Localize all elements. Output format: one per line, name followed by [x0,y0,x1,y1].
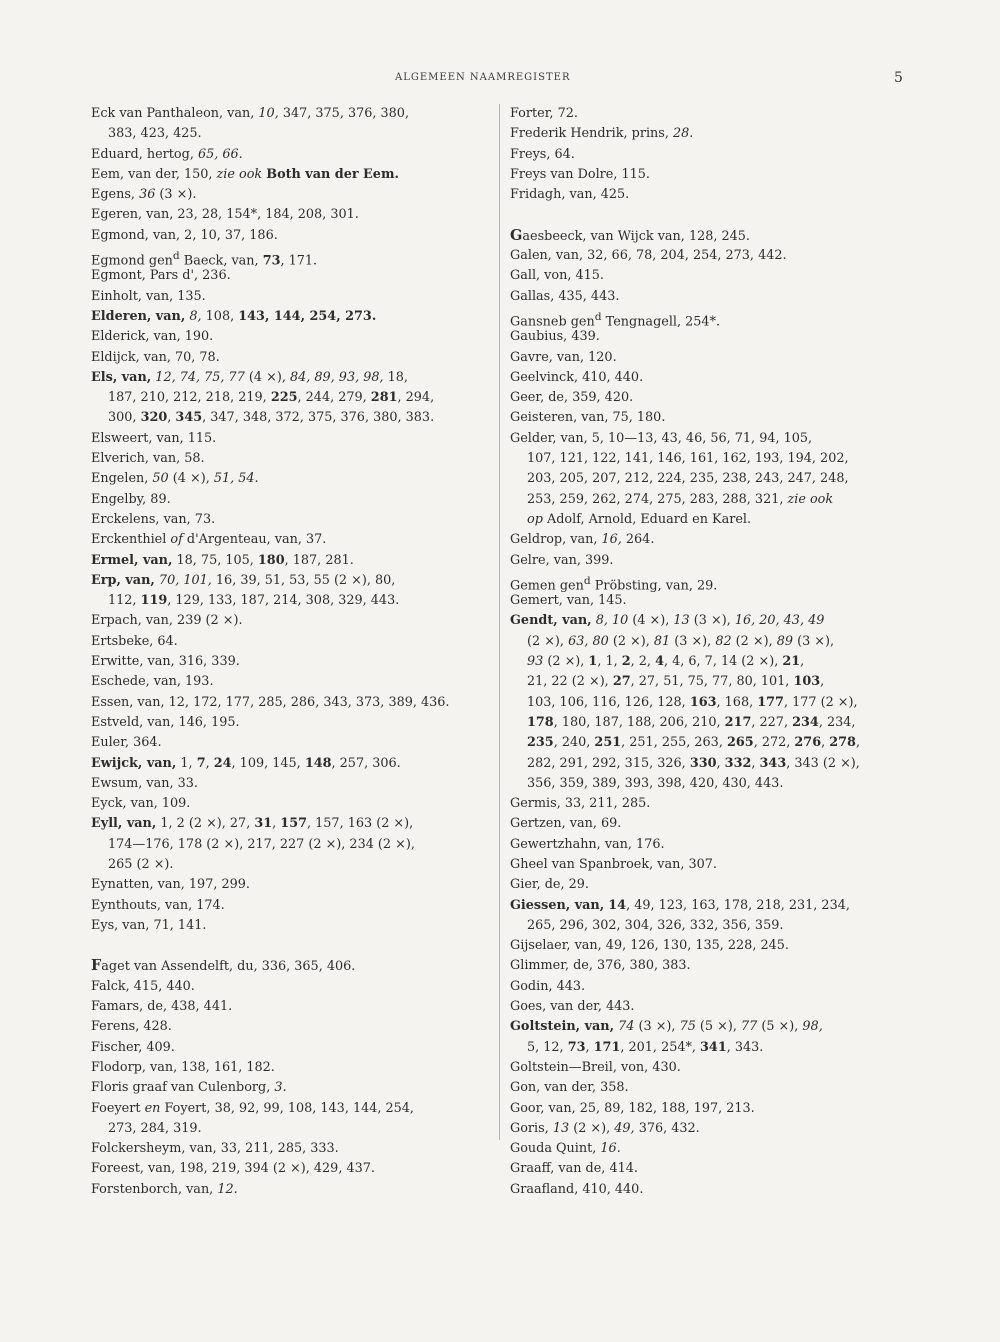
index-entry: Gon, van der, 358. [510,1080,629,1096]
index-entry: Gertzen, van, 69. [510,816,622,832]
index-entry: Floris graaf van Culenborg, 3. [91,1080,287,1096]
index-entry: Forter, 72. [510,106,578,121]
index-entry: Ertsbeke, 64. [91,633,178,649]
index-entry-continuation: 107, 121, 122, 141, 146, 161, 162, 193, 194, 202, [527,451,849,467]
index-entry: Eem, van der, 150, zie ook Both van der Eem. [91,166,399,182]
index-entry: Eduard, hertog, 65, 66. [91,146,243,162]
index-entry: Gewertzhahn, van, 176. [510,836,665,852]
index-entry-continuation: 300, 320, 345, 347, 348, 372, 375, 376, 380, 383. [108,410,435,426]
index-entry: Gelre, van, 399. [510,552,614,568]
index-entry-continuation: 383, 423, 425. [108,126,202,142]
index-entry: Forstenborch, van, 12. [91,1181,238,1197]
index-entry: Gaesbeeck, van Wijck van, 128, 245. [510,226,750,244]
index-entry: Elderick, van, 190. [91,329,214,345]
index-entry: Gansneb gen$^d$ Tengnagell, 254*. [510,309,721,330]
index-entry: Foreest, van, 198, 219, 394 (2 ×), 429, 437. [91,1161,375,1177]
index-column-right [510,104,910,1200]
index-entry: Egmond gen$^d$ Baeck, van, 73, 171. [91,249,318,269]
index-entry: Geldrop, van, 16, 264. [510,532,655,548]
index-entry: Fridagh, van, 425. [510,187,630,203]
index-entry: Ewijck, van, 1, 7, 24, 109, 145, 148, 257, 306. [91,755,401,771]
index-entry-continuation: 21, 22 (2 ×), 27, 27, 51, 75, 77, 80, 101, 103, [527,674,825,690]
index-entry-continuation: 282, 291, 292, 315, 326, 330, 332, 343, 343 (2 ×), [527,755,860,771]
index-entry: Estveld, van, 146, 195. [91,714,240,730]
index-entry-continuation: 203, 205, 207, 212, 224, 235, 238, 243, 247, 248, [527,471,849,487]
index-entry: Famars, de, 438, 441. [91,999,233,1015]
index-entry: Eschede, van, 193. [91,674,214,690]
index-entry: Germis, 33, 211, 285. [510,796,651,812]
index-entry-continuation: 174—176, 178 (2 ×), 217, 227 (2 ×), 234 (2 ×), [108,836,415,852]
index-entry: Erckelens, van, 73. [91,511,216,527]
index-entry: Gheel van Spanbroek, van, 307. [510,856,717,872]
index-entry-continuation: 235, 240, 251, 251, 255, 263, 265, 272, 276, 278, [527,735,861,751]
index-entry: Els, van, 12, 74, 75, 77 (4 ×), 84, 89, 93, 98, 18, [91,369,408,385]
index-entry-continuation: op Adolf, Arnold, Eduard en Karel. [527,511,752,527]
index-entry: Gouda Quint, 16. [510,1141,621,1157]
index-entry: Gemen gen$^d$ Pröbsting, van, 29. [510,573,718,594]
section-gap [91,936,491,956]
index-entry: Elsweert, van, 115. [91,430,217,446]
index-entry: Flodorp, van, 138, 161, 182. [91,1059,275,1075]
index-entry: Gallas, 435, 443. [510,288,620,304]
index-entry: Geisteren, van, 75, 180. [510,410,666,426]
index-entry: Folckersheym, van, 33, 211, 285, 333. [91,1141,339,1157]
index-entry: Gaubius, 439. [510,329,600,345]
index-entry: Erp, van, 70, 101, 16, 39, 51, 53, 55 (2 ×), 80, [91,572,396,588]
index-entry: Glimmer, de, 376, 380, 383. [510,958,691,974]
index-entry: Gier, de, 29. [510,877,589,893]
index-entry: Engelby, 89. [91,491,171,507]
index-entry: Graaff, van de, 414. [510,1161,638,1177]
index-entry: Geelvinck, 410, 440. [510,369,644,385]
index-entry-continuation: 253, 259, 262, 274, 275, 283, 288, 321, zie ook [527,491,834,507]
index-entry: Essen, van, 12, 172, 177, 285, 286, 343, 373, 389, 436. [91,694,450,710]
index-entry-continuation: 187, 210, 212, 218, 219, 225, 244, 279, 281, 294, [108,390,435,406]
index-entry: Euler, 364. [91,735,162,751]
index-entry: Goris, 13 (2 ×), 49, 376, 432. [510,1120,700,1136]
index-entry: Gendt, van, 8, 10 (4 ×), 13 (3 ×), 16, 20, 43, 49 [510,613,825,629]
index-entry: Falck, 415, 440. [91,978,195,994]
index-entry: Goltstein, van, 74 (3 ×), 75 (5 ×), 77 (5 ×), 98, [510,1019,823,1035]
index-entry-continuation: 93 (2 ×), 1, 1, 2, 2, 4, 4, 6, 7, 14 (2 ×), 21, [527,654,805,670]
index-entry: Gijselaer, van, 49, 126, 130, 135, 228, 245. [510,938,789,954]
index-entry: Egmond, van, 2, 10, 37, 186. [91,227,278,243]
running-title: ALGEMEEN NAAMREGISTER [395,72,571,83]
index-entry-continuation: 103, 106, 116, 126, 128, 163, 168, 177, 177 (2 ×), [527,694,858,710]
index-entry: Goltstein—Breil, von, 430. [510,1059,681,1075]
index-entry: Fischer, 409. [91,1039,175,1055]
index-entry-continuation: 178, 180, 187, 188, 206, 210, 217, 227, 234, 234, [527,714,856,730]
index-column-left [91,104,491,1200]
index-entry: Egens, 36 (3 ×). [91,187,197,203]
index-entry: Einholt, van, 135. [91,288,206,304]
index-entry: Giessen, van, 14, 49, 123, 163, 178, 218, 231, 234, [510,897,850,913]
index-entry: Gemert, van, 145. [510,593,627,609]
index-entry-continuation: 112, 119, 129, 133, 187, 214, 308, 329, 443. [108,593,400,609]
section-gap [510,205,910,225]
index-entry: Eyck, van, 109. [91,796,191,812]
index-entry: Foeyert en Foyert, 38, 92, 99, 108, 143, 144, 254, [91,1100,415,1116]
index-entry: Erpach, van, 239 (2 ×). [91,613,243,629]
index-entry: Goes, van der, 443. [510,999,635,1015]
index-entry: Freys, 64. [510,146,575,162]
index-entry: Freys van Dolre, 115. [510,166,650,182]
index-entry-continuation: 5, 12, 73, 171, 201, 254*, 341, 343. [527,1039,764,1055]
index-entry-continuation: 265 (2 ×). [108,856,174,872]
index-entry: Eys, van, 71, 141. [91,917,207,933]
index-entry: Erckenthiel of d'Argenteau, van, 37. [91,532,327,548]
index-entry: Geer, de, 359, 420. [510,390,634,406]
index-entry: Eynatten, van, 197, 299. [91,877,250,893]
index-entry: Erwitte, van, 316, 339. [91,654,240,670]
index-entry: Eldijck, van, 70, 78. [91,349,220,365]
index-entry: Ewsum, van, 33. [91,775,198,791]
index-entry: Galen, van, 32, 66, 78, 204, 254, 273, 442. [510,248,787,264]
index-entry: Frederik Hendrik, prins, 28. [510,126,694,142]
index-entry-continuation: 265, 296, 302, 304, 326, 332, 356, 359. [527,917,784,933]
index-entry: Goor, van, 25, 89, 182, 188, 197, 213. [510,1100,755,1116]
index-entry: Eynthouts, van, 174. [91,897,225,913]
index-entry: Ferens, 428. [91,1019,172,1035]
index-entry: Faget van Assendelft, du, 336, 365, 406. [91,957,356,975]
index-entry: Ermel, van, 18, 75, 105, 180, 187, 281. [91,552,354,568]
index-entry: Graafland, 410, 440. [510,1181,644,1197]
index-entry: Elderen, van, 8, 108, 143, 144, 254, 273. [91,308,377,324]
index-entry: Elverich, van, 58. [91,451,205,467]
index-entry: Engelen, 50 (4 ×), 51, 54. [91,471,259,487]
index-entry: Egmont, Pars d', 236. [91,268,231,284]
column-divider [499,104,500,1140]
index-entry-continuation: 273, 284, 319. [108,1120,202,1136]
index-entry: Gavre, van, 120. [510,349,617,365]
index-entry-continuation: 356, 359, 389, 393, 398, 420, 430, 443. [527,775,784,791]
page-header [0,70,1000,90]
index-entry-continuation: (2 ×), 63, 80 (2 ×), 81 (3 ×), 82 (2 ×), 89 (3 ×), [527,633,835,649]
index-entry: Gelder, van, 5, 10—13, 43, 46, 56, 71, 94, 105, [510,430,813,446]
index-entry: Godin, 443. [510,978,586,994]
page-number: 5 [894,70,903,86]
index-entry: Egeren, van, 23, 28, 154*, 184, 208, 301. [91,207,359,223]
index-entry: Eck van Panthaleon, van, 10, 347, 375, 376, 380, [91,106,410,121]
index-entry: Eyll, van, 1, 2 (2 ×), 27, 31, 157, 157, 163 (2 ×), [91,816,414,832]
index-entry: Gall, von, 415. [510,268,604,284]
